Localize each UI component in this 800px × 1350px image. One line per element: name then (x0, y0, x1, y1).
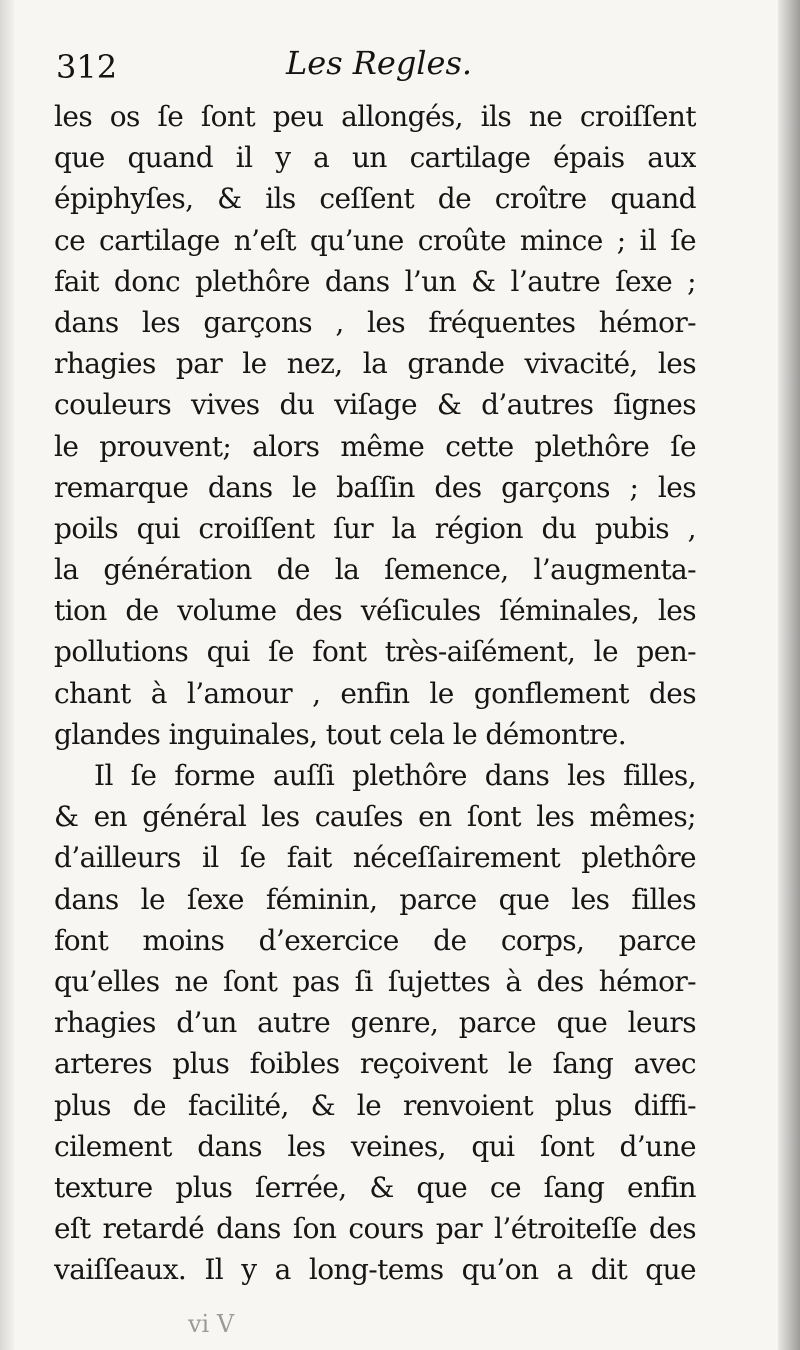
page-edge-shadow (778, 0, 800, 1350)
text-line: chant à l’amour , enfin le gonflement des (54, 676, 696, 710)
text-line: couleurs vives du viſage & d’autres ſignes (54, 388, 696, 422)
text-line: le prouvent; alors même cette plethôre ſe (54, 429, 696, 463)
running-head: Les Regles. (286, 44, 473, 82)
text-line: cilement dans les veines, qui ſont d’une (54, 1129, 696, 1163)
text-line: tion de volume des véſicules ſéminales, les (54, 594, 696, 628)
body-text (54, 96, 696, 1290)
text-line: d’ailleurs il ſe fait néceſſairement plethôre (54, 841, 696, 875)
text-line: Il ſe forme auſſi plethôre dans les filles, (94, 759, 696, 792)
page-header (56, 44, 706, 96)
page-number: 312 (56, 48, 118, 86)
text-line: plus de facilité, & le renvoient plus diffi- (54, 1088, 696, 1122)
text-line: rhagies d’un autre genre, parce que leurs (54, 1006, 696, 1040)
text-line: & en général les cauſes en ſont les mêmes; (54, 800, 696, 834)
text-line: fait donc plethôre dans l’un & l’autre ſexe ; (54, 264, 696, 298)
text-line: dans le ſexe féminin, parce que les filles (54, 882, 696, 916)
text-line: épiphyſes, & ils ceſſent de croître quand (54, 182, 696, 216)
text-line: vaiſſeaux. Il y a long-tems qu’on a dit que (54, 1253, 696, 1287)
text-line: dans les garçons , les fréquentes hémor- (54, 305, 696, 339)
text-line: texture plus ſerrée, & que ce ſang enfin (54, 1170, 696, 1204)
text-line: poils qui croiſſent ſur la région du pubis , (54, 511, 696, 545)
text-line: remarque dans le baſſin des garçons ; les (54, 470, 696, 504)
text-line: rhagies par le nez, la grande vivacité, les (54, 347, 696, 381)
text-line: eſt retardé dans ſon cours par l’étroiteſſe des (54, 1212, 696, 1246)
text-line: glandes inguinales, tout cela le démontre. (54, 717, 627, 751)
text-line: arteres plus foibles reçoivent le ſang avec (54, 1047, 696, 1081)
text-line: la génération de la ſemence, l’augmenta- (54, 553, 696, 587)
text-line: que quand il y a un cartilage épais aux (54, 141, 696, 175)
signature-mark: vi V (188, 1310, 235, 1338)
text-line: font moins d’exercice de corps, parce (54, 923, 696, 957)
page-gutter-shadow (0, 0, 14, 1350)
text-line: ce cartilage n’eſt qu’une croûte mince ; il ſe (54, 223, 696, 257)
text-line: les os ſe ſont peu allongés, ils ne croiſſent (54, 100, 696, 133)
text-line: pollutions qui ſe font très-aiſément, le pen- (54, 635, 696, 669)
text-line: qu’elles ne ſont pas ſi ſujettes à des hémor- (54, 964, 696, 998)
